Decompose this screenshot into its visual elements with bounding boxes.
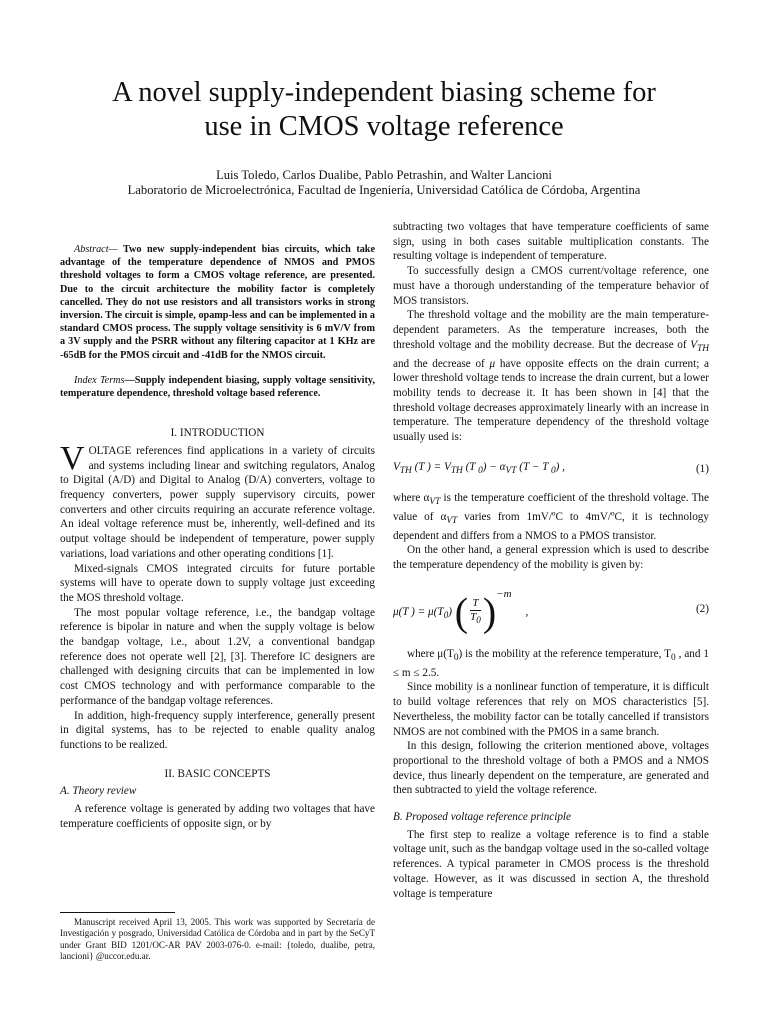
equation-1 xyxy=(393,455,709,485)
theory-paragraph-3: The threshold voltage and the mobility are the main temperature-dependent parameters. As the temperature increases, both the threshold voltage and the mobility decrease. But the decrease of $V_{TH}$ and the decrease of μ have opposite effects on the drain current; a lower threshold voltage tends to increase the drain current, but a lower mobility tends to decrease it. It has been shown in [4] that the threshold voltage decreases approximately linearly with an increase in temperature. The temperature dependency of the threshold voltage usually used is: xyxy=(393,309,710,444)
index-terms-label: Index Terms xyxy=(74,374,125,386)
title-line-2: use in CMOS voltage reference xyxy=(204,111,564,142)
equation-2-number: (2) xyxy=(695,603,709,616)
abstract-label: Abstract— xyxy=(74,244,118,255)
footnote: Manuscript received April 13, 2005. This work was supported by Secretaría de Investigación y posgrado, Universidad Católica de Córdoba and in part by the SeCyT under Grant BID 1201/OC-AR PAV 2003-076-0. e-mail: {toledo, dualibe, petra, lancioni} @uccor.edu.ar. xyxy=(60,917,375,962)
equation-2-body: μ(T ) = $\mu(T_0)$ ( $\frac{T}{T_0}$ )−m , xyxy=(393,588,529,635)
abstract xyxy=(60,243,375,362)
paper-title xyxy=(40,76,728,144)
theory-paragraph-2: To successfully design a CMOS current/voltage reference, one must have a thorough understanding of the temperature behavior of MOS transistors. xyxy=(393,265,709,307)
alpha-paragraph: where $\alpha_{VT}$ is the temperature coefficient of the threshold voltage. The value of $\alpha_{VT}$ varies from 1mV/ºC to 4mV/ºC, it is technology dependent and differs from a NMOS to a PMOS transistor. xyxy=(393,491,709,542)
equation-1-number: (1) xyxy=(695,463,709,476)
intro-paragraph-3: The most popular voltage reference, i.e., the bandgap voltage reference is bipolar in nature and when the supply voltage is below the bandgap voltage, i.e., about 1.2V, a conventional bandgap reference does not operate well [2], [3]. Therefore IC designers are challenged with designing circuits that can be implemented in low cost CMOS technology and with performance comparable to the performance of the bandgap voltage references. xyxy=(60,606,375,707)
intro-paragraph-2: Mixed-signals CMOS integrated circuits for future portable systems will have to operate down to supply voltage just exceeding the MOS threshold voltage. xyxy=(60,562,375,604)
mobility-nonlinear-paragraph: Since mobility is a nonlinear function of temperature, it is difficult to build voltage references that rely on MOS characteristics [5]. Nevertheless, the mobility factor can be totally cancelled if transistors NMOS are not combined with the PMOS in a same branch. xyxy=(393,681,709,738)
theory-paragraph-continued: subtracting two voltages that have temperature coefficients of same sign, using in both cases suitable multiplication constants. The resulting voltage is independent of temperature. xyxy=(393,221,709,263)
section-heading-basic-concepts: II. BASIC CONCEPTS xyxy=(164,767,271,780)
intro-paragraph-4: In addition, high-frequency supply interference, generally present in digital systems, has to be rejected to enable quality analog functions to be realized. xyxy=(60,709,375,751)
mobility-reference-paragraph: where $\mu(T_0)$ is the mobility at the reference temperature, $T_0$ , and 1 ≤ m ≤ 2.5. xyxy=(393,647,709,679)
proposed-paragraph-1: The first step to realize a voltage reference is to find a stable voltage unit, such as the bandgap voltage used in the so-called voltage references. A typical parameter in CMOS process is the threshold voltage. However, as it was discussed in section A, the threshold voltage is temperature xyxy=(393,828,709,900)
author-list: Luis Toledo, Carlos Dualibe, Pablo Petrashin, and Walter Lancioni xyxy=(216,168,552,182)
section-heading-introduction: I. INTRODUCTION xyxy=(170,427,265,440)
mobility-intro-paragraph: On the other hand, a general expression which is used to describe the temperature dependency of the mobility is given by: xyxy=(393,544,709,572)
index-terms xyxy=(60,374,375,400)
index-terms-text: —Supply independent biasing, supply voltage sensitivity, temperature dependence, threshold voltage based reference. xyxy=(60,374,375,400)
subsection-proposed-principle: B. Proposed voltage reference principle xyxy=(393,811,572,824)
affiliation: Laboratorio de Microelectrónica, Facultad de Ingeniería, Universidad Católica de Córdoba, Argentina xyxy=(127,183,641,197)
equation-1-body: $V_{TH}$ (T ) = $V_{TH}$ (T $_0) - \alpha_{VT}$ (T − T $_0$) , xyxy=(393,461,565,477)
intro-paragraph-1: VOLTAGE references find applications in a variety of circuits and systems including linear and switching regulators, Analog to Digital (A/D) and Digital to Analog (D/A) converters, voltage to frequency converters, power supply supervisory circuits, power converters and other circuits requiring an accurate reference voltage. An ideal voltage reference must be, inherently, well-defined and its output voltage should be independent of temperature, power supply variations, load variations and other operating conditions [1]. xyxy=(60,439,375,560)
theory-paragraph-1: A reference voltage is generated by adding two voltages that have temperature coefficients of opposite sign, or by xyxy=(60,803,375,830)
right-column xyxy=(393,220,709,901)
left-column xyxy=(60,243,375,832)
fraction-t-over-t0: $\frac{T}{T_0}$ xyxy=(470,597,481,626)
subsection-theory-review: A. Theory review xyxy=(60,785,137,798)
footnote-rule xyxy=(60,912,175,913)
equation-2 xyxy=(393,581,709,639)
title-line-1: A novel supply-independent biasing scheme for xyxy=(112,77,656,108)
dropcap-letter: V xyxy=(60,439,85,477)
abstract-text: Two new supply-independent bias circuits, which take advantage of the temperature dependence of NMOS and PMOS threshold voltages to form a CMOS voltage reference, are presented. Due to the circuit architecture the mobility factor is completely cancelled. They do not use resistors and all transistors works in strong inversion. The circuit is simple, opamp-less and can be implemented in a standard CMOS process. The supply voltage sensitivity is 6 mV/V from a 3V supply and the PSRR without any filtering capacitor at 1 KHz are -65dB for the PMOS circuit and -41dB for the NMOS circuit. xyxy=(60,244,375,361)
design-paragraph: In this design, following the criterion mentioned above, voltages proportional to the threshold voltage of both a PMOS and a NMOS device, thus linearly dependent on the temperature, are generated and then subtracted to yield the voltage reference. xyxy=(393,740,709,797)
